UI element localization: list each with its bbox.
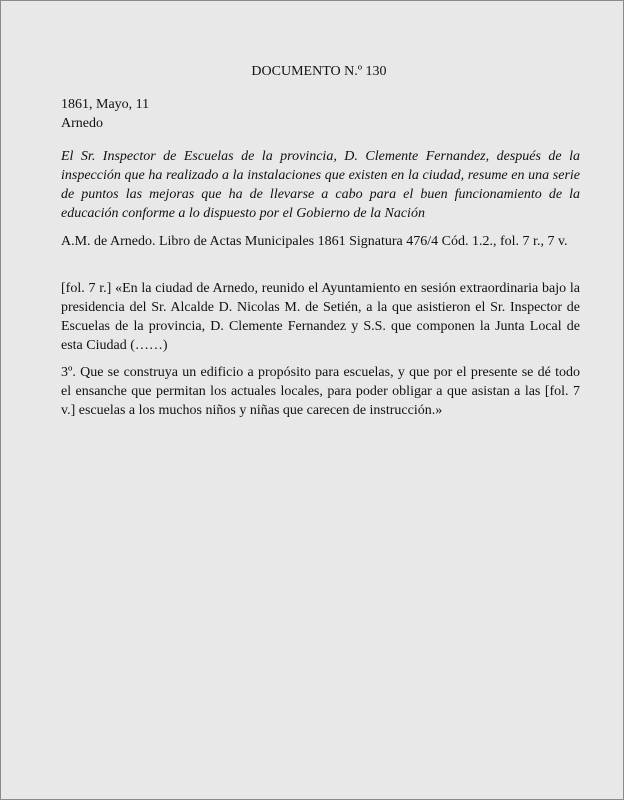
document-heading: DOCUMENTO N.º 130 [251, 64, 387, 79]
date-place-block [61, 95, 581, 133]
resolution-item-3: 3º. Que se construya un edificio a propósito para escuelas, y que por el presente se dé todo el ensanche que permitan los actuales locales, para poder obligar a que asistan a las [fol. 7 v.] escuelas a los muchos niños y niñas que carecen de instrucción.» [61, 365, 580, 418]
quote-opening-paragraph: [fol. 7 r.] «En la ciudad de Arnedo, reunido el Ayuntamiento en sesión extraordinaria bajo la presidencia del Sr. Alcalde D. Nicolas M. de Setién, a la que asistieron el Sr. Inspector de Escuelas de la provincia, D. Clemente Fernandez y S.S. que componen la Junta Local de esta Ciudad (……) [61, 281, 580, 353]
document-place: Arnedo [61, 116, 103, 131]
archival-source: A.M. de Arnedo. Libro de Actas Municipales 1861 Signatura 476/4 Cód. 1.2., fol. 7 r., 7 v. [61, 234, 568, 249]
document-date: 1861, Mayo, 11 [61, 97, 150, 112]
document-summary: El Sr. Inspector de Escuelas de la provincia, D. Clemente Fernandez, después de la inspección que ha realizado a la instalaciones que existen en la ciudad, resume en una serie de puntos las mejoras que ha de llevarse a cabo para el buen funcionamiento de la educación conforme a lo dispuesto por el Gobierno de la Nación [61, 149, 580, 221]
